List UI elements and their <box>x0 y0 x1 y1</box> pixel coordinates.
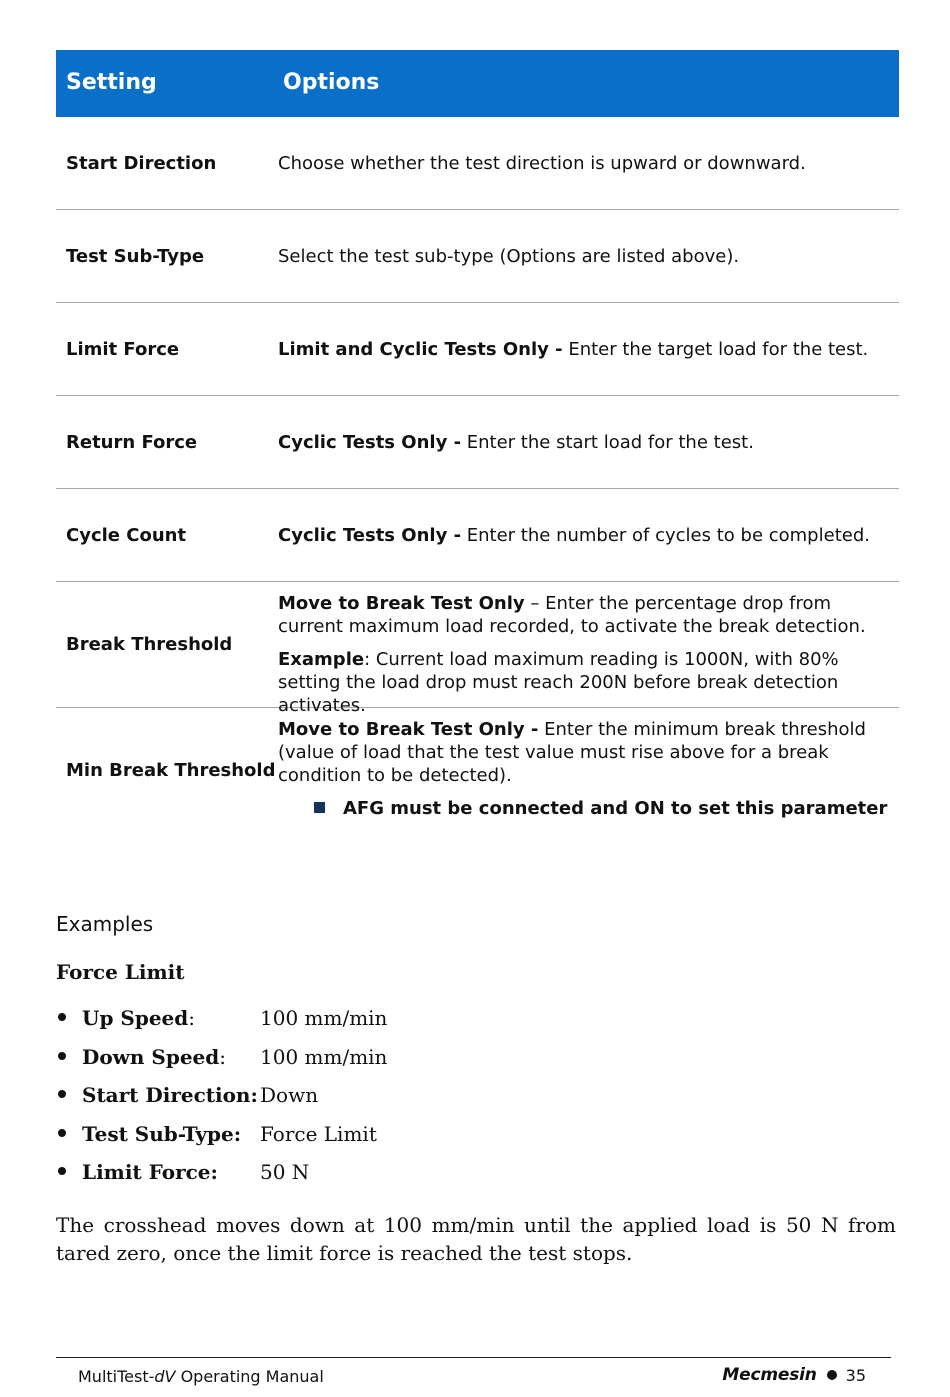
page-number: 35 <box>845 1365 866 1385</box>
list-item <box>56 1122 906 1161</box>
setting-name: Start Direction <box>66 152 217 174</box>
setting-name: Break Threshold <box>66 634 233 655</box>
setting-name: Min Break Threshold <box>66 760 276 781</box>
setting-options: Select the test sub-type (Options are listed above). <box>278 245 740 267</box>
footer-divider <box>56 1357 891 1358</box>
item-value: 50 N <box>260 1160 310 1185</box>
setting-name: Return Force <box>66 431 198 453</box>
bullet-icon <box>58 1090 66 1098</box>
table-row <box>56 708 899 833</box>
bullet-icon <box>58 1129 66 1137</box>
item-key: Start Direction: <box>82 1083 258 1108</box>
footer-title: MultiTest-dV Operating Manual <box>78 1367 324 1386</box>
setting-name: Test Sub-Type <box>66 245 205 267</box>
square-bullet-icon <box>314 802 325 813</box>
option-text: Enter the start load for the test. <box>461 431 754 453</box>
example-paragraph: The crosshead moves down at 100 mm/min until the applied load is 50 N from tared zero, once the limit force is reached the test stops. <box>56 1213 896 1265</box>
setting-options <box>278 303 891 395</box>
item-value: 100 mm/min <box>260 1044 388 1069</box>
example-list <box>56 1006 906 1199</box>
table-row <box>56 210 899 303</box>
bullet-icon <box>827 1370 837 1380</box>
item-value: Down <box>260 1083 319 1108</box>
setting-options <box>278 592 891 717</box>
item-value: Force Limit <box>260 1121 377 1146</box>
table-header <box>56 50 899 117</box>
item-key: Up Speed <box>82 1006 189 1030</box>
list-item: Down Speed: 100 mm/min <box>56 1045 906 1084</box>
setting-name: Cycle Count <box>66 524 187 546</box>
item-key: Test Sub-Type: <box>82 1121 242 1146</box>
bullet-icon <box>58 1167 66 1175</box>
option-lead: Cyclic Tests Only - <box>278 431 462 453</box>
examples-heading: Examples <box>56 912 154 936</box>
list-item <box>56 1160 906 1199</box>
setting-options <box>278 718 891 820</box>
item-key: Limit Force: <box>82 1160 218 1185</box>
option-text: Enter the target load for the test. <box>562 338 869 360</box>
option-lead: Move to Break Test Only - <box>278 719 539 740</box>
list-item: Up Speed: 100 mm/min <box>56 1006 906 1045</box>
option-note: AFG must be connected and ON to set this parameter <box>343 798 888 819</box>
option-lead: Cyclic Tests Only - <box>278 524 462 546</box>
setting-options <box>278 396 891 488</box>
setting-name: Limit Force <box>66 338 180 360</box>
option-text: – Enter the percentage drop from current maximum load recorded, to activate the break detection. <box>278 593 866 637</box>
setting-options: Choose whether the test direction is upward or downward. <box>278 152 806 174</box>
option-text: Enter the minimum break threshold (value of load that the test value must rise above for a break condition to be detected). <box>278 719 866 786</box>
table-row <box>56 582 899 716</box>
setting-options <box>278 489 891 581</box>
bullet-icon <box>58 1013 66 1021</box>
option-text: Enter the number of cycles to be completed. <box>461 524 870 546</box>
table-row <box>56 117 899 210</box>
force-limit-heading: Force Limit <box>56 960 185 984</box>
settings-table <box>56 50 899 833</box>
list-item <box>56 1083 906 1122</box>
table-row <box>56 303 899 396</box>
header-options: Options <box>283 70 380 95</box>
header-setting: Setting <box>66 70 157 95</box>
option-lead: Move to Break Test Only <box>278 593 525 614</box>
bullet-icon <box>58 1052 66 1060</box>
example-text: : Current load maximum reading is 1000N, with 80% setting the load drop must reach 200N before break detection activates. <box>278 649 839 716</box>
item-key: Down Speed <box>82 1044 220 1069</box>
footer-brand-page <box>722 1365 866 1385</box>
table-row <box>56 396 899 489</box>
brand-logo: Mecmesin <box>722 1365 817 1385</box>
example-label: Example <box>278 649 365 670</box>
table-row <box>56 489 899 582</box>
option-lead: Limit and Cyclic Tests Only - <box>278 338 563 360</box>
item-value: 100 mm/min <box>260 1006 388 1030</box>
